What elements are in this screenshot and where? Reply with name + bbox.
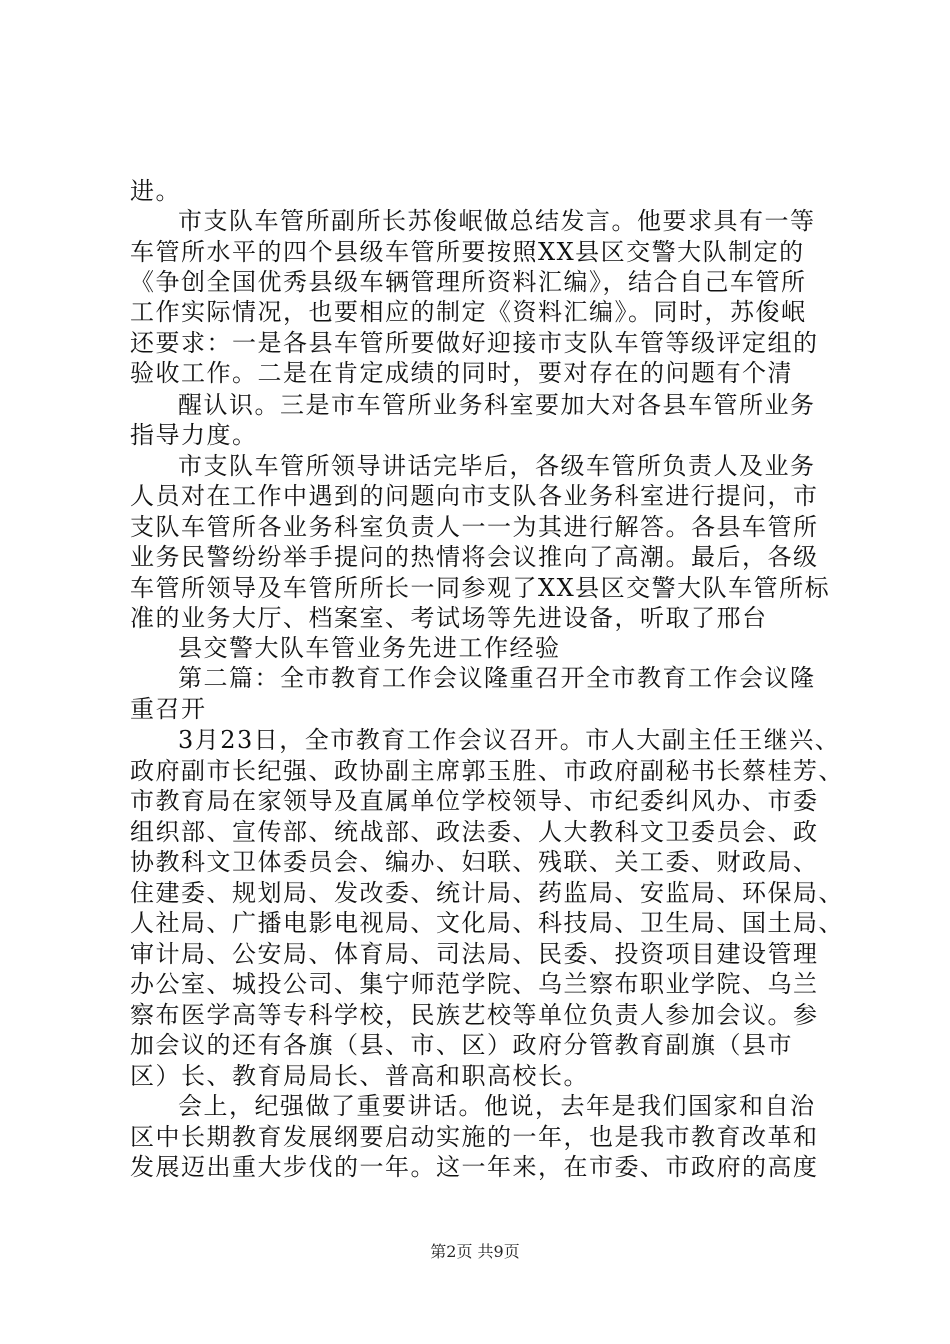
text-line: 组织部、宣传部、统战部、政法委、人大教科文卫委员会、政 xyxy=(130,818,819,846)
text-line: 验收工作。二是在肯定成绩的同时，要对存在的问题有个清 xyxy=(130,359,793,387)
text-line: 支队车管所各业务科室负责人一一为其进行解答。各县车管所 xyxy=(130,513,819,541)
text-line: 工作实际情况，也要相应的制定《资料汇编》。同时，苏俊岷 xyxy=(130,298,807,326)
text-line: 市支队车管所领导讲话完毕后，各级车管所负责人及业务 xyxy=(178,452,816,480)
text-line: 车管所领导及车管所所长一同参观了XX县区交警大队车管所标 xyxy=(130,574,831,602)
text-line: 《争创全国优秀县级车辆管理所资料汇编》，结合自己车管所 xyxy=(130,268,807,296)
text-line: 县交警大队车管业务先进工作经验 xyxy=(178,634,561,662)
text-line: 人社局、广播电影电视局、文化局、科技局、卫生局、国土局、 xyxy=(130,909,844,937)
text-line: 区中长期教育发展纲要启动实施的一年，也是我市教育改革和 xyxy=(130,1123,819,1151)
text-line: 加会议的还有各旗（县、市、区）政府分管教育副旗（县市 xyxy=(130,1031,793,1059)
text-line: 察布医学高等专科学校，民族艺校等单位负责人参加会议。参 xyxy=(130,1001,819,1029)
text-line: 人员对在工作中遇到的问题向市支队各业务科室进行提问，市 xyxy=(130,482,819,510)
text-line: 指导力度。 xyxy=(130,421,258,449)
text-line: 住建委、规划局、发改委、统计局、药监局、安监局、环保局、 xyxy=(130,879,844,907)
text-line: 会上，纪强做了重要讲话。他说，去年是我们国家和自治 xyxy=(178,1092,816,1120)
text-line: 市支队车管所副所长苏俊岷做总结发言。他要求具有一等 xyxy=(178,207,816,235)
text-line: 还要求：一是各县车管所要做好迎接市支队车管等级评定组的 xyxy=(130,329,819,357)
text-line: 车管所水平的四个县级车管所要按照XX县区交警大队制定的 xyxy=(130,238,805,266)
section-heading-cont: 重召开 xyxy=(130,695,207,723)
text-line: 审计局、公安局、体育局、司法局、民委、投资项目建设管理 xyxy=(130,940,819,968)
text-line: 业务民警纷纷举手提问的热情将会议推向了高潮。最后，各级 xyxy=(130,543,819,571)
text-line: 市教育局在家领导及直属单位学校领导、市纪委纠风办、市委 xyxy=(130,787,819,815)
text-line: 政府副市长纪强、政协副主席郭玉胜、市政府副秘书长蔡桂芳、 xyxy=(130,757,844,785)
text-line: 醒认识。三是市车管所业务科室要加大对各县车管所业务 xyxy=(178,391,816,419)
text-line: 发展迈出重大步伐的一年。这一年来，在市委、市政府的高度 xyxy=(130,1153,819,1181)
text-line: 办公室、城投公司、集宁师范学院、乌兰察布职业学院、乌兰 xyxy=(130,970,819,998)
text-line: 区）长、教育局局长、普高和职高校长。 xyxy=(130,1062,589,1090)
text-line: 协教科文卫体委员会、编办、妇联、残联、关工委、财政局、 xyxy=(130,848,819,876)
page-number-footer: 第2页 共9页 xyxy=(430,1242,520,1261)
text-line: 3月23日，全市教育工作会议召开。市人大副主任王继兴、 xyxy=(178,726,841,754)
text-line: 准的业务大厅、档案室、考试场等先进设备，听取了邢台 xyxy=(130,604,768,632)
text-line: 进。 xyxy=(130,177,181,205)
section-heading: 第二篇：全市教育工作会议隆重召开全市教育工作会议隆 xyxy=(178,664,816,692)
